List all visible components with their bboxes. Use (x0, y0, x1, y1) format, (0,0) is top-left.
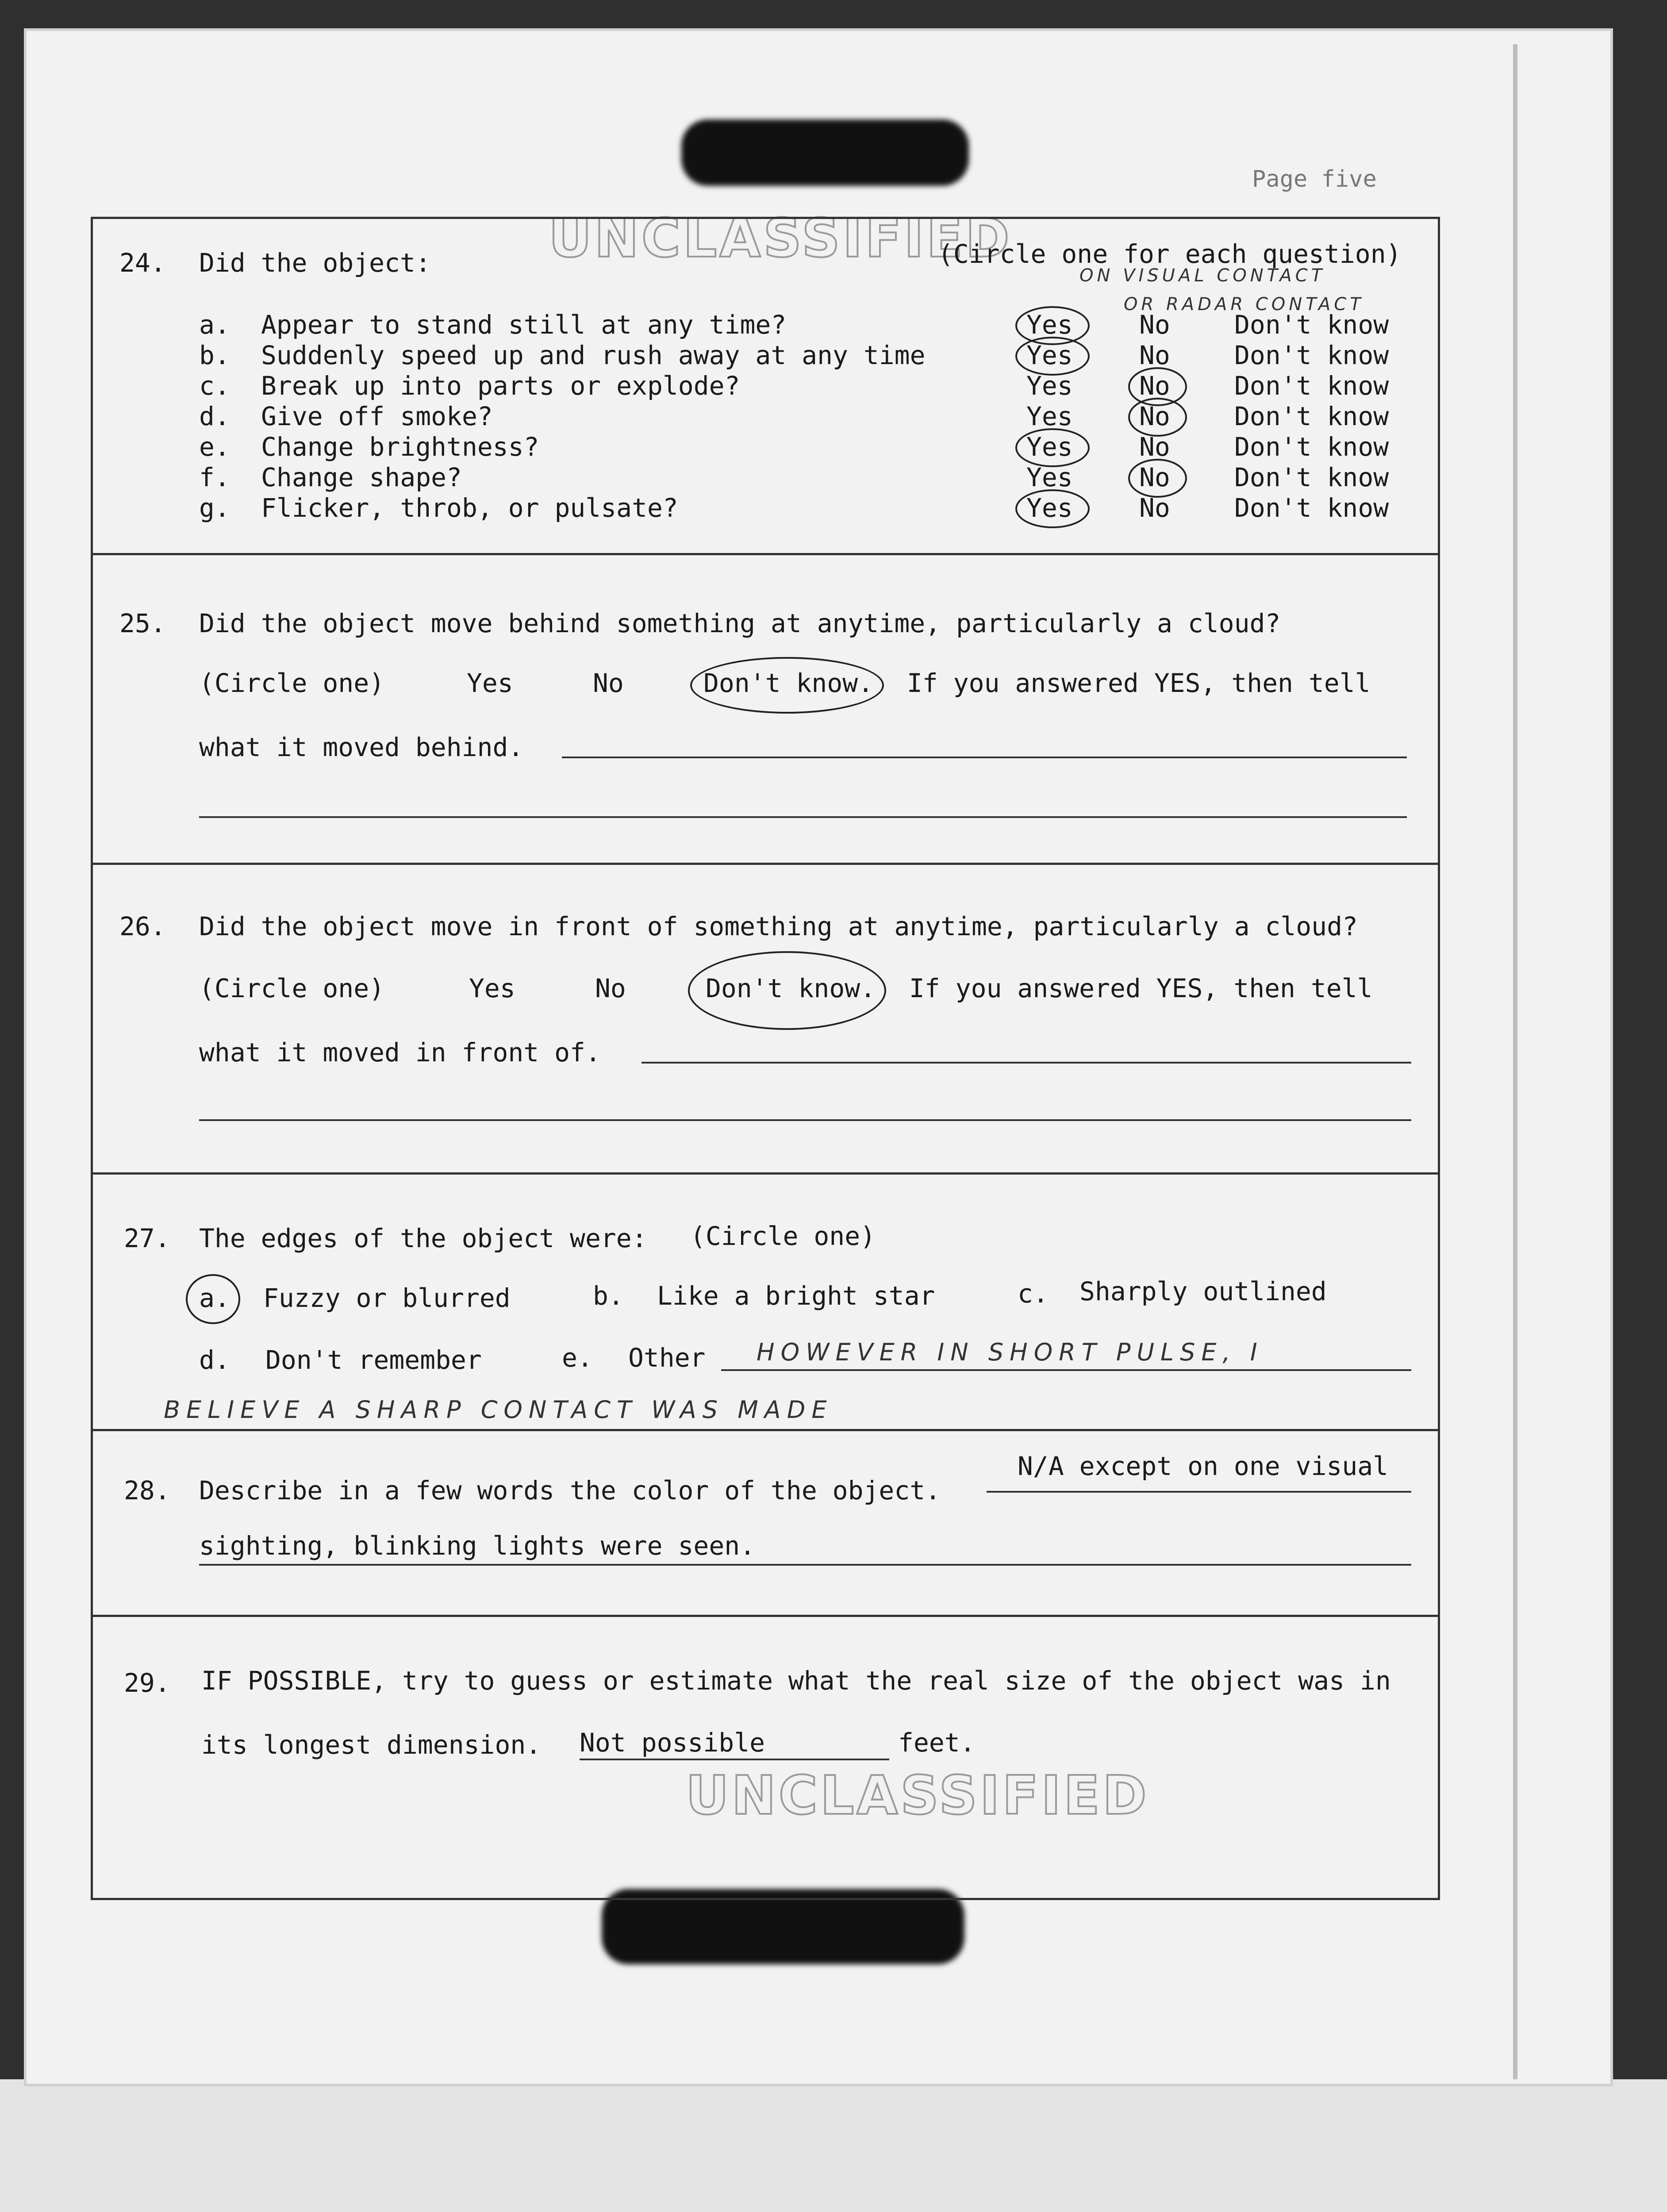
q26-prompt: Did the object move in front of something at anytime, particularly a cloud? (199, 911, 1358, 941)
q24-item-letter: e. (199, 432, 230, 462)
q24-item-row (93, 401, 1438, 430)
q24-annotation-visual: ON VISUAL CONTACT (1079, 265, 1326, 286)
q25-answer-line-1 (562, 757, 1407, 758)
q26-answer-circle (688, 951, 886, 1030)
q24-item-answer-circle (1015, 337, 1090, 376)
q24-item-dont-know[interactable]: Don't know (1234, 493, 1389, 523)
q25-dont-know[interactable]: Don't know. (703, 668, 874, 698)
q25-number: 25. (119, 608, 166, 638)
q24-item-text: Break up into parts or explode? (261, 371, 740, 401)
page-label: Page five (1252, 166, 1377, 192)
question-25 (93, 555, 1438, 865)
q24-item-no[interactable]: No (1139, 462, 1170, 492)
question-29 (93, 1617, 1438, 1896)
q27-option-c-text: Sharply outlined (1079, 1276, 1327, 1306)
q28-number: 28. (124, 1475, 170, 1505)
q24-item-text: Suddenly speed up and rush away at any time (261, 340, 926, 370)
q27-option-d-letter[interactable]: d. (199, 1345, 230, 1375)
q24-instruction: (Circle one for each question) (938, 239, 1402, 269)
q24-item-row (93, 371, 1438, 400)
q24-item-dont-know[interactable]: Don't know (1234, 462, 1389, 492)
q25-answer-line-2 (199, 816, 1407, 818)
q27-other-handwritten-2: BELIEVE A SHARP CONTACT WAS MADE (164, 1396, 833, 1424)
q25-followup2: what it moved behind. (199, 732, 524, 762)
q27-option-d-text: Don't remember (265, 1345, 482, 1375)
q24-item-dont-know[interactable]: Don't know (1234, 371, 1389, 401)
q24-item-no[interactable]: No (1139, 493, 1170, 523)
q29-answer-line (580, 1759, 889, 1760)
q28-answer-2: sighting, blinking lights were seen. (199, 1531, 756, 1561)
q24-item-dont-know[interactable]: Don't know (1234, 401, 1389, 431)
q29-answer: Not possible (580, 1728, 765, 1758)
q24-item-yes[interactable]: Yes (1026, 371, 1073, 401)
q24-item-row (93, 432, 1438, 461)
q27-other-line (721, 1369, 1411, 1371)
q24-item-letter: b. (199, 340, 230, 370)
q24-item-text: Give off smoke? (261, 401, 493, 431)
q25-answer-circle (690, 657, 884, 714)
q29-prompt: IF POSSIBLE, try to guess or estimate what the real size of the object was in (201, 1666, 1391, 1696)
q24-item-text: Appear to stand still at any time? (261, 310, 787, 340)
q24-item-text: Change brightness? (261, 432, 539, 462)
q24-item-yes[interactable]: Yes (1026, 493, 1073, 523)
q24-item-yes[interactable]: Yes (1026, 432, 1073, 462)
q26-number: 26. (119, 911, 166, 941)
q28-prompt: Describe in a few words the color of the object. (199, 1475, 941, 1505)
q25-no[interactable]: No (593, 668, 624, 698)
q24-item-letter: c. (199, 371, 230, 401)
q24-annotation-radar: OR RADAR CONTACT (1124, 294, 1364, 315)
q24-item-answer-circle (1015, 489, 1090, 528)
q24-item-row (93, 310, 1438, 339)
q24-item-letter: g. (199, 493, 230, 523)
unclassified-stamp-bottom: UNCLASSIFIED (686, 1765, 1149, 1827)
q26-followup2: what it moved in front of. (199, 1037, 601, 1068)
q27-other-handwritten-1: HOWEVER IN SHORT PULSE, I (757, 1338, 1264, 1366)
q24-number: 24. (119, 248, 166, 278)
question-24 (93, 219, 1438, 555)
background-strip (0, 2079, 1667, 2212)
q24-item-text: Change shape? (261, 462, 462, 492)
q26-answer-line-1 (641, 1062, 1411, 1064)
q24-item-yes[interactable]: Yes (1026, 340, 1073, 370)
q24-item-answer-circle (1015, 428, 1090, 467)
q24-item-no[interactable]: No (1139, 401, 1170, 431)
q24-item-letter: f. (199, 462, 230, 492)
question-26 (93, 865, 1438, 1175)
q24-item-answer-circle (1128, 398, 1187, 437)
q24-item-no[interactable]: No (1139, 432, 1170, 462)
q27-circle-one: (Circle one) (690, 1221, 876, 1251)
unclassified-stamp-top: UNCLASSIFIED (549, 208, 1012, 269)
page-edge (1513, 44, 1517, 2079)
q29-unit: feet. (898, 1728, 976, 1758)
q27-option-e-letter[interactable]: e. (562, 1343, 593, 1373)
q26-dont-know[interactable]: Don't know. (706, 973, 876, 1003)
q24-item-dont-know[interactable]: Don't know (1234, 432, 1389, 462)
q28-answer-1: N/A except on one visual (1018, 1451, 1389, 1481)
q26-circle-one: (Circle one) (199, 973, 385, 1003)
q25-yes[interactable]: Yes (467, 668, 513, 698)
q24-item-yes[interactable]: Yes (1026, 462, 1073, 492)
q24-item-no[interactable]: No (1139, 310, 1170, 340)
q26-no[interactable]: No (595, 973, 626, 1003)
q27-option-b-letter[interactable]: b. (593, 1281, 624, 1311)
q27-option-c-letter[interactable]: c. (1018, 1279, 1049, 1309)
q25-followup: If you answered YES, then tell (907, 668, 1371, 698)
q24-item-yes[interactable]: Yes (1026, 310, 1073, 340)
q24-item-row (93, 493, 1438, 522)
question-27 (93, 1175, 1438, 1431)
q24-item-text: Flicker, throb, or pulsate? (261, 493, 678, 523)
redaction-top (681, 119, 969, 186)
q24-item-letter: d. (199, 401, 230, 431)
q27-option-b-text: Like a bright star (657, 1281, 935, 1311)
q28-answer-line-1 (987, 1491, 1411, 1493)
q27-option-a-letter[interactable]: a. (199, 1283, 230, 1313)
q24-item-dont-know[interactable]: Don't know (1234, 310, 1389, 340)
q28-answer-line-2 (199, 1564, 1411, 1566)
q27-prompt: The edges of the object were: (199, 1223, 647, 1253)
question-28 (93, 1431, 1438, 1617)
q29-number: 29. (124, 1668, 170, 1698)
q27-option-a-circle (186, 1274, 240, 1324)
questionnaire-form (91, 217, 1440, 1900)
q24-item-no[interactable]: No (1139, 371, 1170, 401)
q26-yes[interactable]: Yes (469, 973, 515, 1003)
q24-item-yes[interactable]: Yes (1026, 401, 1073, 431)
q24-item-answer-circle (1128, 459, 1187, 498)
q27-number: 27. (124, 1223, 170, 1253)
q27-option-e-text: Other (628, 1343, 706, 1373)
q27-option-a-text: Fuzzy or blurred (263, 1283, 511, 1313)
q24-item-dont-know[interactable]: Don't know (1234, 340, 1389, 370)
q24-item-letter: a. (199, 310, 230, 340)
q24-item-row (93, 340, 1438, 369)
q29-prompt2: its longest dimension. (201, 1730, 542, 1760)
q25-prompt: Did the object move behind something at anytime, particularly a cloud? (199, 608, 1281, 638)
q25-circle-one: (Circle one) (199, 668, 385, 698)
q26-followup: If you answered YES, then tell (909, 973, 1373, 1003)
q26-answer-line-2 (199, 1119, 1411, 1121)
q24-item-row (93, 462, 1438, 492)
q24-item-no[interactable]: No (1139, 340, 1170, 370)
q24-prompt: Did the object: (199, 248, 431, 278)
redaction-bottom (602, 1889, 964, 1964)
